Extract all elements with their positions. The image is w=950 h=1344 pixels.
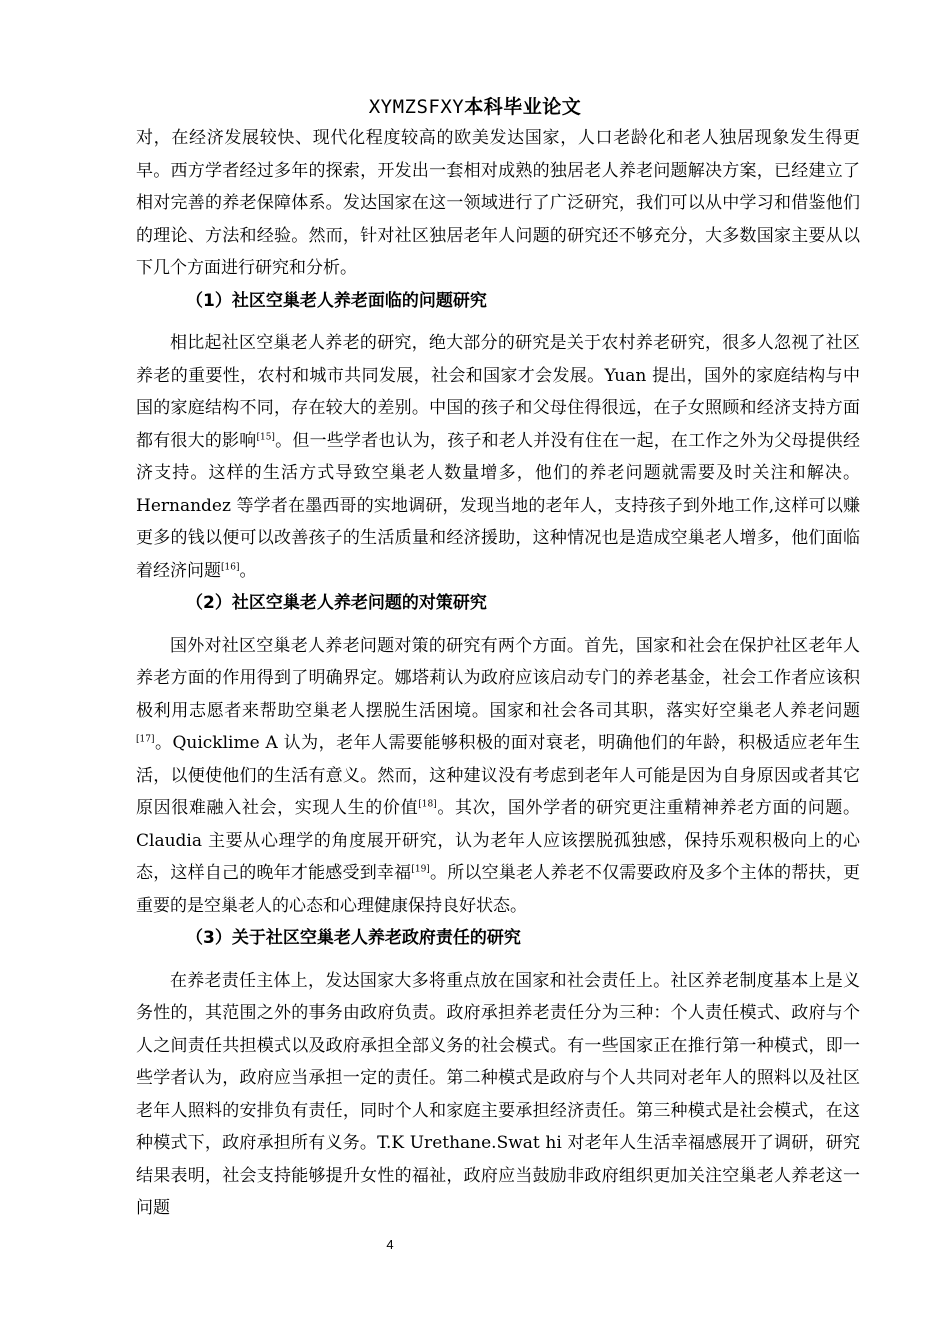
header-label: 本科毕业论文 [464, 96, 582, 118]
section-2-text-d: 。所以空巢老人养老不仅需要政府及多个主体的帮扶，更重要的是空巢老人的心态和心理健康保持良好状态。 [136, 863, 861, 916]
header-code: XYMZSFXY [368, 96, 465, 118]
section-2-text-a: 国外对社区空巢老人养老问题对策的研究有两个方面。首先，国家和社会在保护社区老年人养老方面的作用得到了明确界定。娜塔莉认为政府应该启动专门的养老基金，社会工作者应该积极利用志愿者来帮助空巢老人摆脱生活困境。国家和社会各司其职，落实好空巢老人养老问题 [136, 635, 860, 721]
citation-16: [16] [221, 561, 240, 572]
page-body [136, 122, 860, 1225]
section-heading-3: （3）关于社区空巢老人养老政府责任的研究 [186, 928, 521, 948]
page-header [0, 92, 950, 119]
section-1-text-a: 相比起社区空巢老人养老的研究，绝大部分的研究是关于农村养老研究，很多人忽视了社区养老的重要性，农村和城市共同发展，社会和国家才会发展。Yuan 提出，国外的家庭结构与中国的家庭结构不同，存在较大的差别。中国的孩子和父母住得很远，在子女照顾和经济支持方面都有很大的影响 [136, 333, 860, 451]
citation-18: [18] [418, 799, 437, 810]
section-heading-2: （2）社区空巢老人养老问题的对策研究 [186, 593, 487, 613]
citation-15: [15] [256, 431, 275, 442]
citation-17: [17] [136, 734, 155, 745]
section-2-text-b: 。Quicklime A 认为，老年人需要能够积极的面对衰老，明确他们的年龄，积极适应老年生活，以便使他们的生活有意义。然而，这种建议没有考虑到老年人可能是因为自身原因或者其它原因很难融入社会，实现人生的价值 [136, 733, 860, 818]
section-1-text-c: 。 [239, 560, 257, 581]
section-heading-1: （1）社区空巢老人养老面临的问题研究 [186, 290, 487, 311]
page-number: 4 [386, 1237, 394, 1252]
section-1-text-b: 。但一些学者也认为，孩子和老人并没有住在一起，在工作之外为父母提供经济支持。这样的生活方式导致空巢老人数量增多，他们的养老问题就需要及时关注和解决。Hernandez 等学者在墨西哥的实地调研，发现当地的老年人，支持孩子到外地工作,这样可以赚更多的钱以便可以改善孩子的生活质量和经济援助，这种情况也是造成空巢老人增多，他们面临着经济问题 [136, 430, 861, 581]
section-2-text-c: 。其次，国外学者的研究更注重精神养老方面的问题。Claudia 主要从心理学的角度展开研究，认为老年人应该摆脱孤独感，保持乐观积极向上的心态，这样自己的晚年才能感受到幸福 [136, 798, 861, 883]
citation-19: [19] [411, 864, 430, 875]
section-1-paragraph [136, 327, 860, 587]
intro-paragraph: 对，在经济发展较快、现代化程度较高的欧美发达国家，人口老龄化和老人独居现象发生得更早。西方学者经过多年的探索，开发出一套相对成熟的独居老人养老问题解决方案，已经建立了相对完善的养老保障体系。发达国家在这一领域进行了广泛研究，我们可以从中学习和借鉴他们的理论、方法和经验。然而，针对社区独居老年人问题的研究还不够充分，大多数国家主要从以下几个方面进行研究和分析。 [136, 128, 860, 278]
section-2-paragraph [136, 630, 860, 923]
section-3-paragraph: 在养老责任主体上，发达国家大多将重点放在国家和社会责任上。社区养老制度基本上是义务性的，其范围之外的事务由政府负责。政府承担养老责任分为三种：个人责任模式、政府与个人之间责任共担模式以及政府承担全部义务的社会模式。有一些国家正在推行第一种模式，即一些学者认为，政府应当承担一定的责任。第二种模式是政府与个人共同对老年人的照料以及社区老年人照料的安排负有责任，同时个人和家庭主要承担经济责任。第三种模式是社会模式，在这种模式下，政府承担所有义务。T.K Urethane.Swat hi 对老年人生活幸福感展开了调研，研究结果表明，社会支持能够提升女性的福祉，政府应当鼓励非政府组织更加关注空巢老人养老这一问题 [136, 970, 861, 1218]
